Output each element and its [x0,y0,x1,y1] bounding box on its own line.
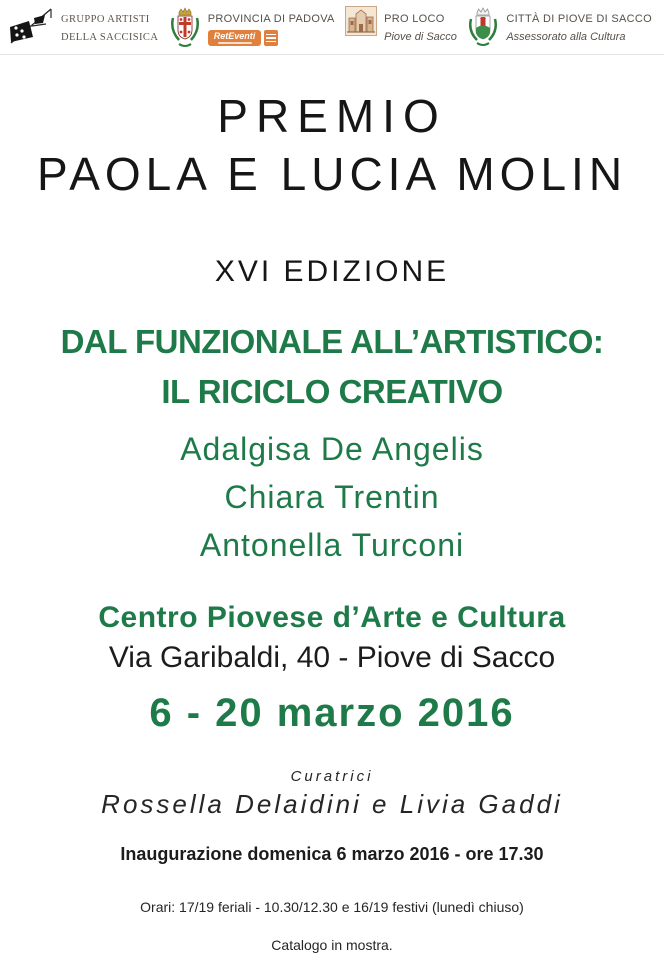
header-divider [0,54,664,55]
poster-title-line1: PREMIO [217,90,447,142]
exhibition-theme [0,317,664,417]
sponsor-header [0,0,664,50]
poster-title [0,87,664,203]
artist-name: Adalgisa De Angelis [180,431,484,467]
org-gruppo-artisti-name: GRUPPO ARTISTI [61,14,150,25]
pro-loco-building-icon [345,6,377,36]
provincia-padova-crest-icon [169,6,201,50]
theme-line2: IL RICICLO CREATIVO [161,373,503,410]
opening-info: Inaugurazione domenica 6 marzo 2016 - ore 17.30 [120,844,544,864]
org-piove-di-sacco-name: CITTÀ DI PIOVE DI SACCO [506,13,652,25]
org-provincia-padova [169,6,335,50]
org-pro-loco [345,6,457,45]
reteventi-badge-label: RetEventi [213,31,256,41]
gruppo-artisti-logo-icon [8,6,54,46]
org-gruppo-artisti [8,6,158,46]
piove-di-sacco-crest-icon [467,6,499,50]
reteventi-badge [208,30,335,46]
reteventi-badge-mark-icon [264,30,278,46]
artist-name: Chiara Trentin [224,479,440,515]
edition-label: XVI EDIZIONE [214,255,450,288]
venue-name: Centro Piovese d’Arte e Cultura [98,601,566,634]
catalog-note: Catalogo in mostra. [271,937,393,953]
org-provincia-padova-name: PROVINCIA DI PADOVA [207,13,335,25]
org-gruppo-artisti-sub: DELLA SACCISICA [61,32,159,43]
artist-name: Antonella Turconi [199,527,465,563]
curators-label: Curatrici [290,768,374,785]
org-pro-loco-sub: Piove di Sacco [384,31,457,43]
org-piove-di-sacco-sub: Assessorato alla Cultura [506,31,626,43]
opening-hours: Orari: 17/19 feriali - 10.30/12.30 e 16/19 festivi (lunedì chiuso) [140,899,524,915]
exhibition-dates: 6 - 20 marzo 2016 [149,691,515,735]
curators-names: Rossella Delaidini e Livia Gaddi [101,789,563,819]
artist-list [0,425,664,569]
org-pro-loco-name: PRO LOCO [384,13,445,25]
org-piove-di-sacco [467,6,652,50]
poster-title-line2: PAOLA E LUCIA MOLIN [36,148,628,200]
venue-address: Via Garibaldi, 40 - Piove di Sacco [108,641,556,674]
reteventi-badge-subtext [218,42,252,44]
theme-line1: DAL FUNZIONALE ALL’ARTISTICO: [60,323,604,360]
